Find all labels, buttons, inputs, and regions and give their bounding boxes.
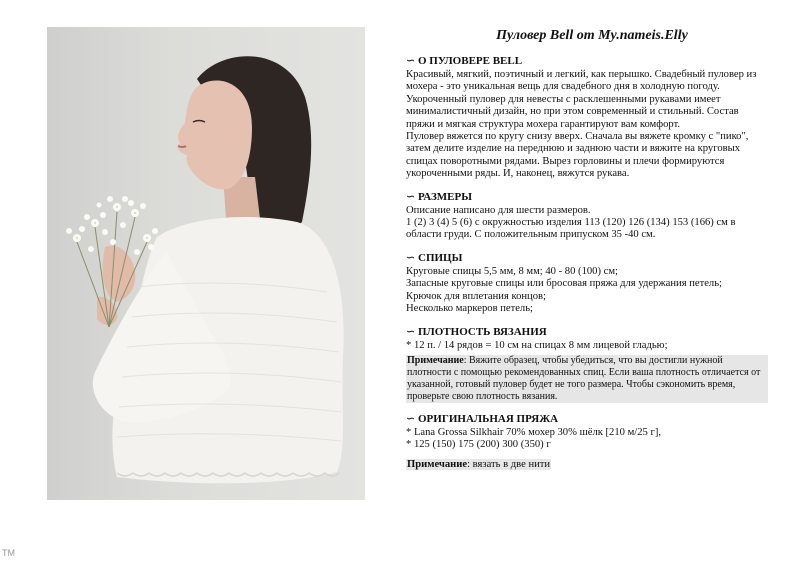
trademark-mark: TM [2, 548, 15, 558]
gauge-note [406, 355, 768, 403]
yarn-line-1: * Lana Grossa Silkhair 70% мохер 30% шёлк [210 м/25 г], [406, 426, 661, 438]
section-yarn [406, 413, 768, 471]
squiggle-icon: ∽ [406, 251, 416, 264]
section-heading: ∽ РАЗМЕРЫ [406, 190, 473, 203]
section-sizes [406, 191, 768, 242]
pattern-description [406, 27, 768, 481]
squiggle-icon: ∽ [406, 325, 416, 338]
needles-line-4: Несколько маркеров петель; [406, 303, 533, 315]
sizes-line-2: 1 (2) 3 (4) 5 (6) с окружностью изделия 113 (120) 126 (134) 153 (166) см в области груди. С положительным припуском 35 -40 см. [406, 217, 736, 241]
about-paragraph-1: Красивый, мягкий, поэтичный и легкий, как перышко. Свадебный пуловер из мохера - это уникальная вещь для свадебного дня в холодную погоду. Укороченный пуловер для невесты с расклешенными рукавами имеет минималистичный дизайн, но при этом современный и стильный. Состав пряжи и мягкая структура мохера гарантируют вам комфорт. [406, 69, 757, 130]
section-heading: ∽ О ПУЛОВЕРЕ BELL [406, 55, 523, 67]
woman-in-mohair-sweater-illustration [47, 27, 365, 500]
needles-line-1: Круговые спицы 5,5 мм, 8 мм; 40 - 80 (100) см; [406, 265, 618, 277]
needles-line-2: Запасные круговые спицы или бросовая пряжа для удержания петель; [406, 278, 722, 290]
page-title: Пуловер Bell от My.nameis.Elly [496, 28, 688, 43]
section-heading: ∽ ПЛОТНОСТЬ ВЯЗАНИЯ [406, 325, 547, 338]
note-text: : Вяжите образец, чтобы убедиться, что вы достигли нужной плотности с помощью рекомендованных спиц. Если ваша плотность отличается от указанной, готовый пуловер будет не того размера. Чтобы сэкономить время, проверьте свою плотность вязания. [407, 354, 761, 402]
section-heading: ∽ ОРИГИНАЛЬНАЯ ПРЯЖА [406, 412, 559, 425]
squiggle-icon: ∽ [406, 55, 416, 67]
section-needles [406, 252, 768, 316]
gauge-line: * 12 п. / 14 рядов = 10 см на спицах 8 мм лицевой гладью; [406, 339, 668, 351]
needles-line-3: Крючок для вплетания концов; [406, 290, 546, 302]
section-about [406, 55, 768, 181]
about-paragraph-2: Пуловер вяжется по кругу снизу вверх. Сначала вы вяжете кромку с "пико", затем делите изделие на переднюю и заднюю части и вяжите на круговых спицах поворотными рядами. Вырез горловины и плечи формируются укороченными ряды. И, наконец, вяжутся рукава. [406, 131, 749, 180]
product-photo [47, 27, 365, 500]
note-label: Примечание [407, 354, 464, 366]
section-gauge [406, 326, 768, 403]
note-text: : вязать в две нити [467, 458, 551, 470]
section-heading: ∽ СПИЦЫ [406, 251, 463, 264]
note-label: Примечание [407, 458, 468, 470]
yarn-note [406, 459, 768, 471]
squiggle-icon: ∽ [406, 190, 416, 203]
sizes-line-1: Описание написано для шести размеров. [406, 204, 591, 216]
yarn-line-2: * 125 (150) 175 (200) 300 (350) г [406, 439, 551, 451]
squiggle-icon: ∽ [406, 412, 416, 425]
